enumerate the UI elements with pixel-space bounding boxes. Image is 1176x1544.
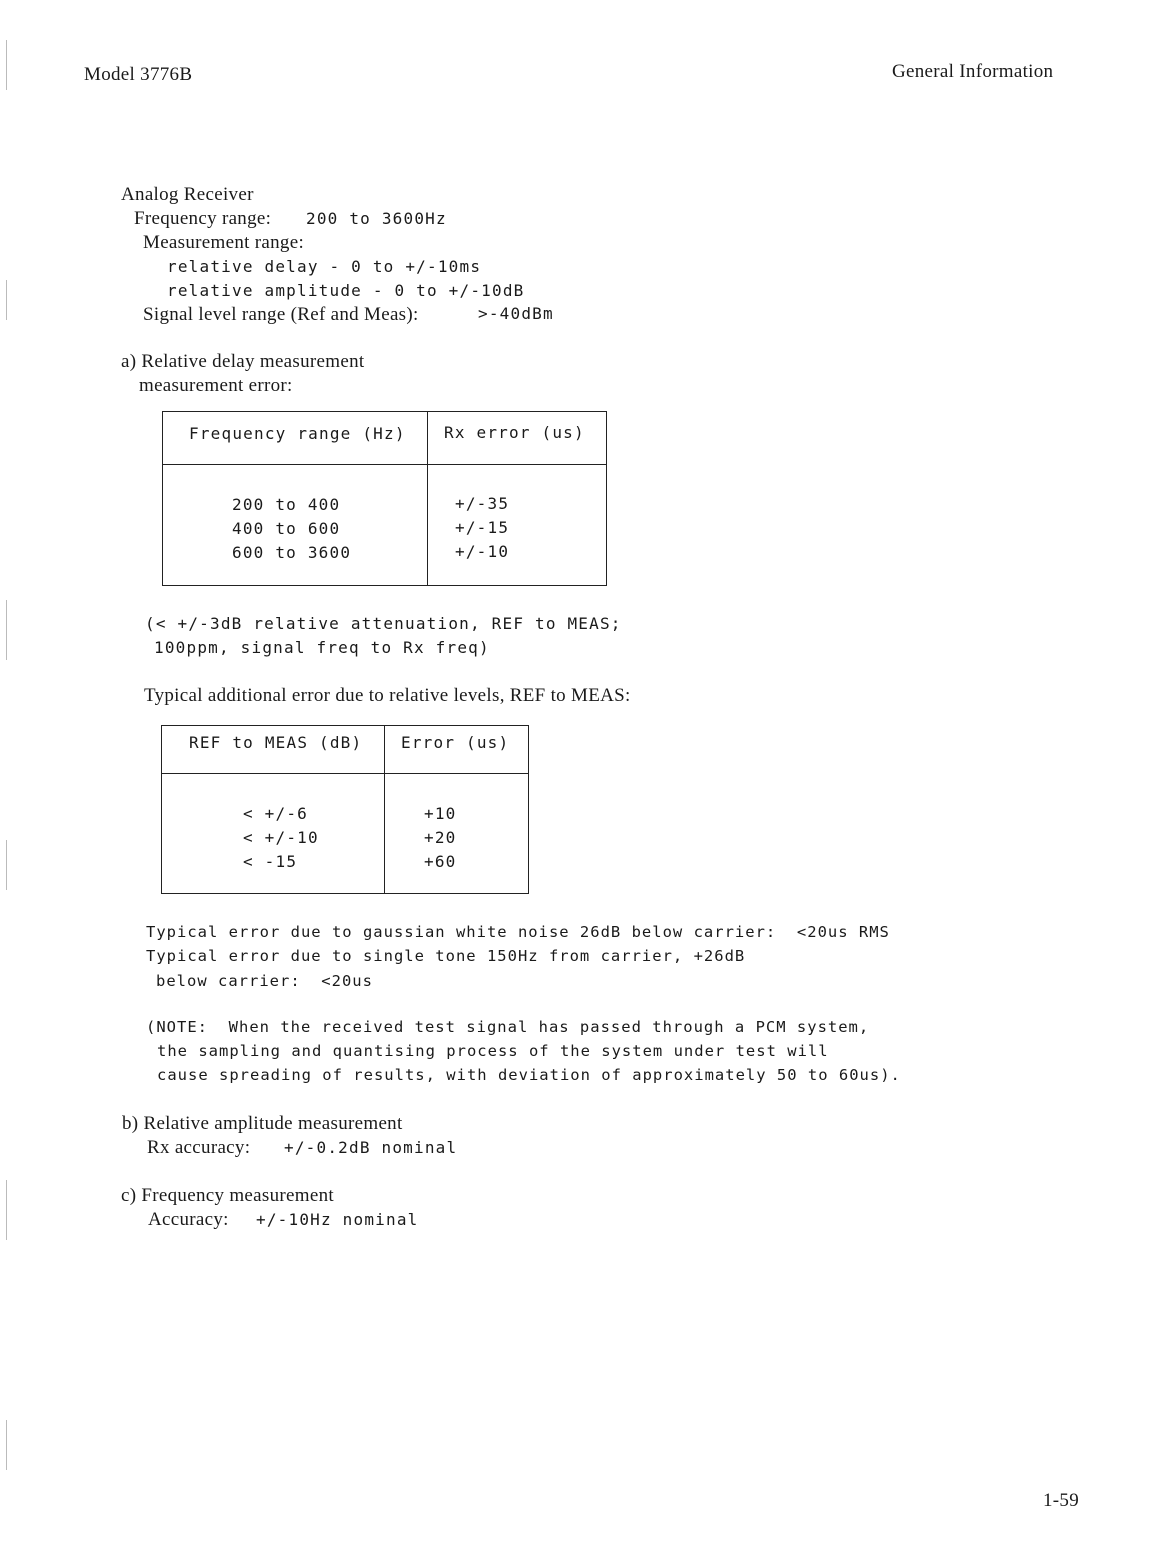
relative-delay-range: relative delay - 0 to +/-10ms [167,257,482,276]
table-cell: < +/-6 [243,804,308,823]
frequency-range-label: Frequency range: [134,208,272,229]
pcm-note-line2: the sampling and quantising process of the system under test will [157,1042,829,1060]
signal-level-value: >-40dBm [478,304,554,323]
single-tone-error-line2: below carrier: <20us [156,972,373,990]
rx-accuracy-label: Rx accuracy: [147,1137,251,1158]
table-header-error: Error (us) [401,733,510,752]
pcm-note-line1: (NOTE: When the received test signal has passed through a PCM system, [146,1018,870,1036]
table-cell: 400 to 600 [232,519,341,538]
typical-error-heading: Typical additional error due to relative levels, REF to MEAS: [144,685,631,706]
gaussian-noise-error: Typical error due to gaussian white noise 26dB below carrier: <20us RMS [146,923,890,941]
header-section: General Information [892,61,1054,82]
frequency-accuracy-value: +/-10Hz nominal [256,1210,419,1229]
table-cell: +20 [424,828,457,847]
section-b-heading: b) Relative amplitude measurement [122,1113,403,1134]
table-divider [163,464,606,465]
table-divider [162,773,528,774]
attenuation-note-line2: 100ppm, signal freq to Rx freq) [154,638,490,657]
measurement-error-label: measurement error: [139,375,293,396]
scan-margin-mark [6,600,7,660]
table-cell: +60 [424,852,457,871]
scan-margin-mark [6,280,7,320]
table-cell: < +/-10 [243,828,319,847]
table-cell: +/-35 [455,494,510,513]
table-cell: +10 [424,804,457,823]
table-header-ref-to-meas: REF to MEAS (dB) [189,733,363,752]
section-c-heading: c) Frequency measurement [121,1185,334,1206]
scan-margin-mark [6,1420,7,1470]
rx-accuracy-value: +/-0.2dB nominal [284,1138,458,1157]
table-cell: 200 to 400 [232,495,341,514]
scan-margin-mark [6,840,7,890]
single-tone-error-line1: Typical error due to single tone 150Hz from carrier, +26dB [146,947,746,965]
table-cell: 600 to 3600 [232,543,352,562]
table-divider [427,412,428,585]
table-cell: < -15 [243,852,298,871]
table-header-rx-error: Rx error (us) [444,423,585,442]
scan-margin-mark [6,40,7,90]
section-a-heading: a) Relative delay measurement [121,351,365,372]
table-divider [384,726,385,893]
frequency-accuracy-label: Accuracy: [148,1209,229,1230]
analog-receiver-heading: Analog Receiver [121,184,254,205]
scan-margin-mark [6,1180,7,1240]
frequency-range-value: 200 to 3600Hz [306,209,447,228]
table-header-frequency-range: Frequency range (Hz) [189,424,406,443]
pcm-note-line3: cause spreading of results, with deviation of approximately 50 to 60us). [157,1066,901,1084]
attenuation-note-line1: (< +/-3dB relative attenuation, REF to MEAS; [145,614,622,633]
header-model: Model 3776B [84,64,193,85]
signal-level-label: Signal level range (Ref and Meas): [143,304,419,325]
relative-amplitude-range: relative amplitude - 0 to +/-10dB [167,281,525,300]
table-cell: +/-15 [455,518,510,537]
page-number: 1-59 [1043,1490,1080,1511]
measurement-range-label: Measurement range: [143,232,305,253]
table-cell: +/-10 [455,542,510,561]
